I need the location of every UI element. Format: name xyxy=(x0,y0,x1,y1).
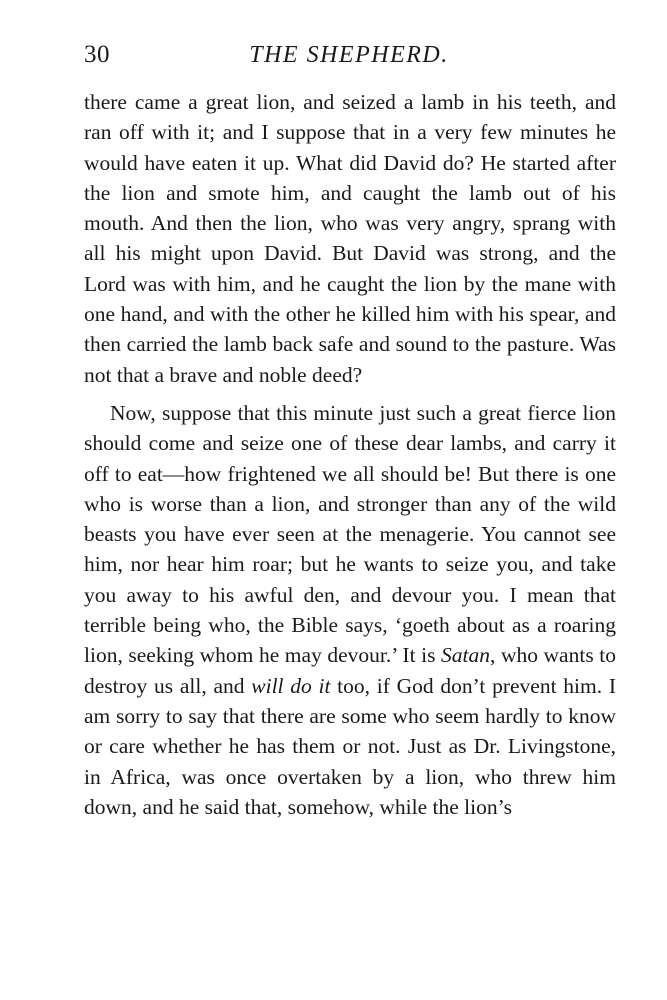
page-number: 30 xyxy=(84,41,110,68)
page-header xyxy=(84,38,614,72)
paragraph-2-text-part-1: Now, suppose that this minute just such a great fierce lion should come and seize one of these dear lambs, and carry it off to eat—how frightened we all should be! But there is one who is worse than a lion, and stronger than any of the wild beasts you have ever seen at the menagerie. You cannot see him, nor hear him roar; but he wants to seize you, and take you away to his awful den, and devour you. I mean that terrible being who, the Bible says, ‘goeth about as a roaring lion, seeking whom he may devour.’ It is xyxy=(84,400,616,668)
paragraph-2-italic-will-do-it: will do it xyxy=(251,673,331,698)
paragraph-1 xyxy=(84,87,616,390)
paragraph-1-text: there came a great lion, and seized a lamb in his teeth, and ran off with it; and I suppose that in a very few minutes he would have eaten it up. What did David do? He started after the lion and smote him, and caught the lamb out of his mouth. And then the lion, who was very angry, sprang with all his might upon David. But David was strong, and the Lord was with him, and he caught the lion by the mane with one hand, and with the other he killed him with his spear, and then carried the lamb back safe and sound to the pasture. Was not that a brave and noble deed? xyxy=(84,90,616,387)
paragraph-2-text-part-3: too, if God don’t prevent him. I am sorry to say that there are some who seem hardly to know or care whether he has them or not. Just as Dr. Livingstone, in Africa, was once overtaken by a lion, who threw him down, and he said that, somehow, while the lion’s xyxy=(84,673,616,819)
running-head: THE SHEPHERD. xyxy=(249,42,449,68)
paragraph-2-text-part-2: , who wants to destroy us all, and xyxy=(84,643,616,698)
paragraph-2-italic-satan: Satan xyxy=(441,643,490,668)
paragraph-2 xyxy=(84,398,616,822)
body-text xyxy=(84,87,616,822)
